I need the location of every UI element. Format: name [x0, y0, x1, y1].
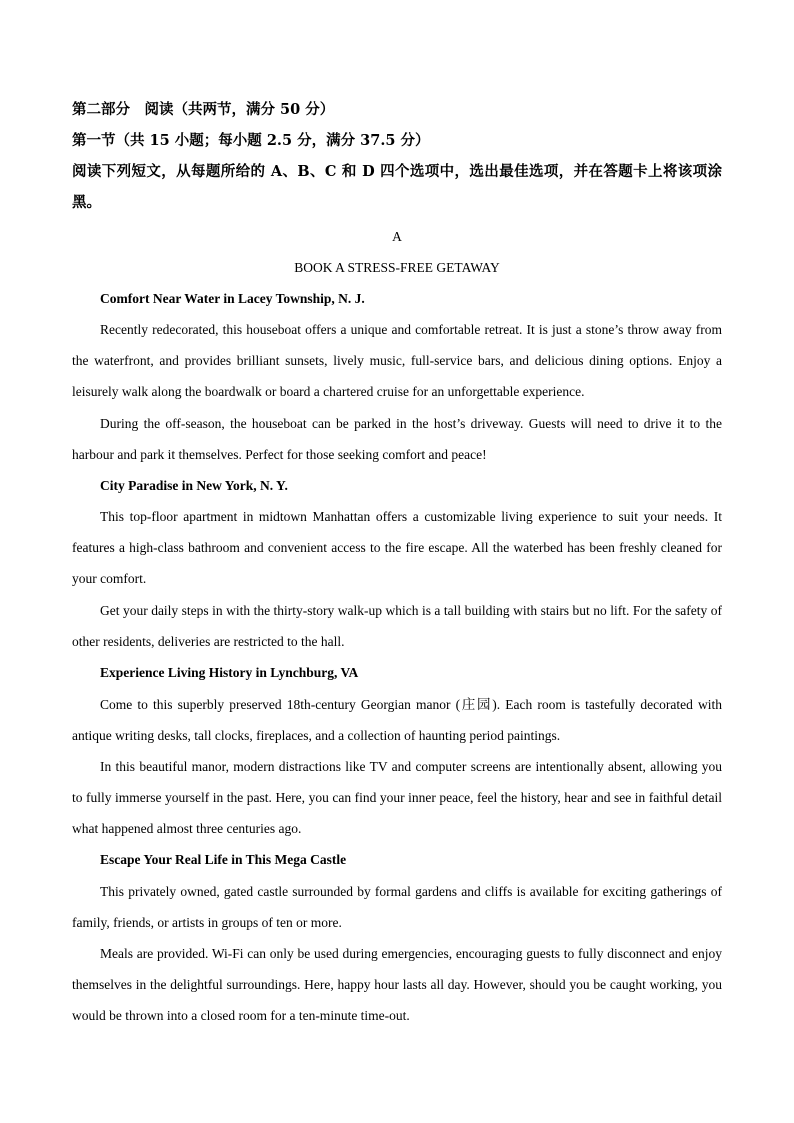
passage-title: BOOK A STRESS-FREE GETAWAY	[294, 260, 500, 275]
section-title: 第一节（共 15 小题；每小题 2.5 分，满分 37.5 分）	[72, 132, 430, 149]
paragraph: Meals are provided. Wi-Fi can only be used during emergencies, encouraging guests to fully disconnect and enjoy themselves in the delightful surroundings. Here, happy hour lasts all day. However, should you be caught working, you would be thrown into a closed room for a ten-minute time-out.	[72, 946, 722, 1024]
paragraph: Recently redecorated, this houseboat offers a unique and comfortable retreat. It is just a stone’s throw away from the waterfront, and provides brilliant sunsets, lively music, full-service bars, and delicious dining options. Enjoy a leisurely walk along the boardwalk or board a chartered cruise for an unforgettable experience.	[72, 322, 722, 400]
paragraph: This privately owned, gated castle surrounded by formal gardens and cliffs is available for exciting gatherings of family, friends, or artists in groups of ten or more.	[72, 884, 722, 931]
section-heading: Escape Your Real Life in This Mega Castle	[100, 852, 347, 867]
paragraph: In this beautiful manor, modern distractions like TV and computer screens are intentionally absent, allowing you to fully immerse yourself in the past. Here, you can find your inner peace, feel the history, hear and see in faithful detail what happened almost three centuries ago.	[72, 759, 722, 837]
paragraph: During the off-season, the houseboat can be parked in the host’s driveway. Guests will need to drive it to the harbour and park it themselves. Perfect for those seeking comfort and peace!	[72, 416, 722, 463]
passage-label: A	[392, 229, 402, 244]
part-title: 第二部分 阅读（共两节，满分 50 分）	[72, 101, 335, 118]
instructions: 阅读下列短文，从每题所给的 A、B、C 和 D 四个选项中，选出最佳选项，并在答题卡上将该项涂黑。	[72, 163, 722, 211]
section-heading: City Paradise in New York, N. Y.	[100, 478, 288, 493]
paragraph: Get your daily steps in with the thirty-story walk-up which is a tall building with stairs but no lift. For the safety of other residents, deliveries are restricted to the hall.	[72, 603, 722, 650]
section-heading: Experience Living History in Lynchburg, VA	[100, 665, 359, 680]
paragraph: Come to this superbly preserved 18th-century Georgian manor (庄园). Each room is tastefully decorated with antique writing desks, tall clocks, fireplaces, and a collection of haunting period paintings.	[72, 697, 722, 744]
section-heading: Comfort Near Water in Lacey Township, N. J.	[100, 291, 365, 306]
paragraph: This top-floor apartment in midtown Manhattan offers a customizable living experience to suit your needs. It features a high-class bathroom and convenient access to the fire escape. All the waterbed has been freshly cleaned for your comfort.	[72, 509, 722, 587]
